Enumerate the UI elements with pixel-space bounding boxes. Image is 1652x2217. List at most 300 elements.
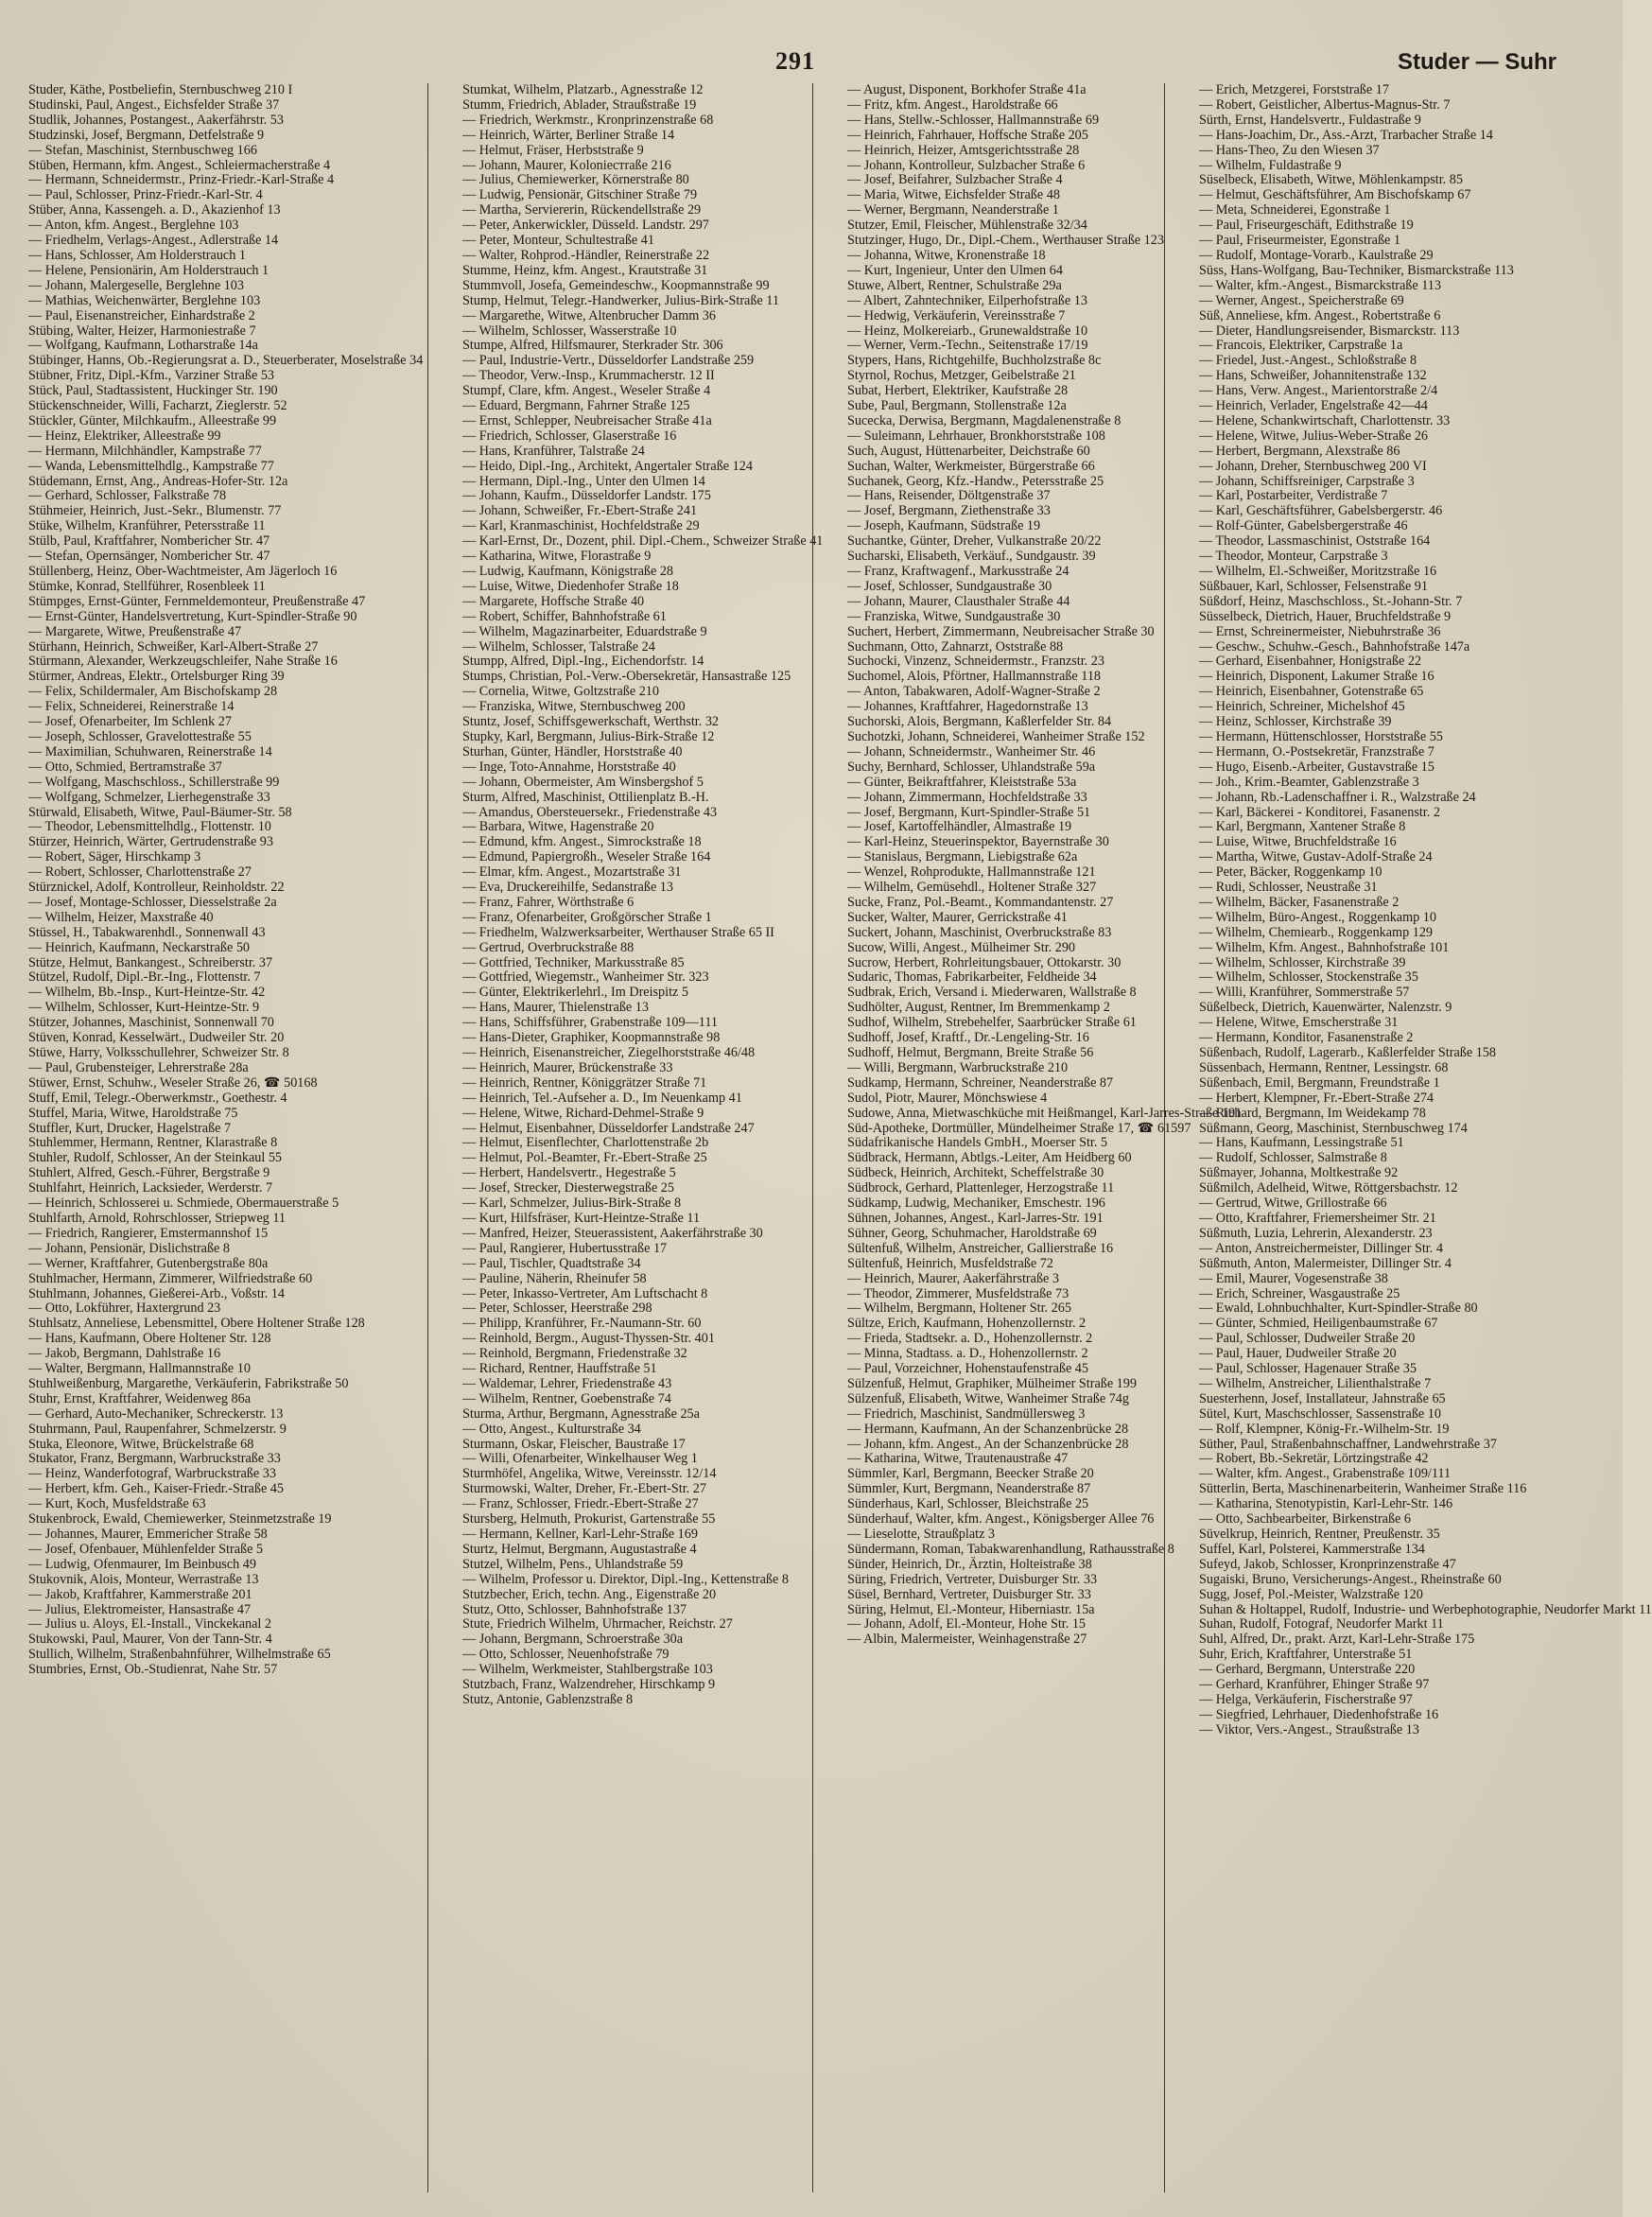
directory-entry: — Friedel, Just.-Angest., Schloßstraße 8	[1199, 353, 1417, 369]
directory-entry: — Frieda, Stadtsekr. a. D., Hohenzollernstr. 2	[847, 1331, 1093, 1347]
directory-entry: — Hedwig, Verkäuferin, Vereinsstraße 7	[847, 307, 1066, 323]
directory-entry: — Katharina, Witwe, Florastraße 9	[462, 549, 652, 565]
directory-entry: — Herbert, Klempner, Fr.-Ebert-Straße 274	[1199, 1090, 1435, 1106]
directory-entry: Sufeyd, Jakob, Schlosser, Kronprinzenstraße 47	[1199, 1556, 1456, 1572]
directory-entry: Stuffler, Kurt, Drucker, Hagelstraße 7	[28, 1120, 232, 1136]
directory-entry: — Herbert, Handelsvertr., Hegestraße 5	[462, 1165, 676, 1181]
directory-entry: — Anton, kfm. Angest., Berglehne 103	[28, 218, 239, 234]
directory-entry: — Helmut, Eisenbahner, Düsseldorfer Landstraße 247	[462, 1120, 755, 1136]
directory-entry: Sudhof, Wilhelm, Strebehelfer, Saarbrücker Straße 61	[847, 1015, 1137, 1031]
directory-entry: Stuhlweißenburg, Margarethe, Verkäuferin, Fabrikstraße 50	[28, 1375, 349, 1391]
directory-entry: Stümke, Konrad, Stellführer, Rosenbleek 11	[28, 578, 266, 594]
directory-entry: — Karl-Heinz, Steuerinspektor, Bayernstraße 30	[847, 834, 1109, 850]
directory-entry: Sürth, Ernst, Handelsvertr., Fuldastraße 9	[1199, 112, 1421, 128]
directory-entry: — Wilhelm, Bergmann, Holtener Str. 265	[847, 1301, 1071, 1317]
directory-entry: Süvelkrup, Heinrich, Rentner, Preußenstr. 35	[1199, 1527, 1440, 1542]
directory-entry: — Ludwig, Kaufmann, Königstraße 28	[462, 564, 674, 579]
directory-entry: Stuwe, Albert, Rentner, Schulstraße 29a	[847, 277, 1062, 293]
directory-entry: Suchantke, Günter, Dreher, Vulkanstraße 20/22	[847, 533, 1102, 550]
directory-entry: — Willi, Bergmann, Warbruckstraße 210	[847, 1059, 1069, 1075]
directory-entry: — Heido, Dipl.-Ing., Architekt, Angertaler Straße 124	[462, 458, 753, 474]
directory-entry: — Paul, Vorzeichner, Hohenstaufenstraße 45	[847, 1361, 1088, 1377]
directory-entry: Süd-Apotheke, Dortmüller, Mündelheimer Straße 17, ☎ 61597	[847, 1120, 1191, 1136]
directory-entry: Südafrikanische Handels GmbH., Moerser Str. 5	[847, 1135, 1108, 1151]
directory-entry: — Robert, Schiffer, Bahnhofstraße 61	[462, 608, 667, 624]
directory-entry: — Manfred, Heizer, Steuerassistent, Aakerfährstraße 30	[462, 1225, 763, 1241]
directory-entry: — Eva, Druckereihilfe, Sedanstraße 13	[462, 880, 673, 896]
directory-entry: Subat, Herbert, Elektriker, Kaufstraße 28	[847, 383, 1069, 399]
directory-entry: Stüwer, Ernst, Schuhw., Weseler Straße 26, ☎ 50168	[28, 1074, 318, 1091]
directory-entry: Sube, Paul, Bergmann, Stollenstraße 12a	[847, 398, 1067, 414]
directory-entry: — Edmund, kfm. Angest., Simrockstraße 18	[462, 834, 702, 850]
directory-entry: — Johann, Pensionär, Dislichstraße 8	[28, 1240, 230, 1256]
directory-entry: — Viktor, Vers.-Angest., Straußstraße 13	[1199, 1721, 1419, 1737]
directory-entry: Stuntz, Josef, Schiffsgewerkschaft, Werthstr. 32	[462, 714, 720, 730]
directory-entry: — Johannes, Kraftfahrer, Hagedornstraße 13	[847, 699, 1088, 715]
directory-entry: — Robert, Geistlicher, Albertus-Magnus-Str. 7	[1199, 96, 1451, 113]
directory-entry: — Helene, Pensionärin, Am Holderstrauch 1	[28, 262, 270, 278]
directory-entry: — Kurt, Koch, Musfeldstraße 63	[28, 1496, 206, 1512]
directory-entry: Stuhlert, Alfred, Gesch.-Führer, Bergstraße 9	[28, 1165, 270, 1181]
directory-entry: — Joh., Krim.-Beamter, Gablenzstraße 3	[1199, 774, 1419, 790]
directory-entry: — Günter, Elektrikerlehrl., Im Dreispitz 5	[462, 985, 688, 1001]
directory-entry: Studinski, Paul, Angest., Eichsfelder Straße 37	[28, 96, 280, 113]
directory-entry: — Inge, Toto-Annahme, Horststraße 40	[462, 759, 676, 775]
directory-entry: Stülb, Paul, Kraftfahrer, Nombericher Str. 47	[28, 533, 270, 550]
directory-entry: — Karl, Bergmann, Xantener Straße 8	[1199, 819, 1406, 835]
directory-entry: Stutzinger, Hugo, Dr., Dipl.-Chem., Werthauser Straße 123	[847, 233, 1164, 249]
directory-entry: Stuka, Eleonore, Witwe, Brückelstraße 68	[28, 1436, 254, 1452]
directory-entry: — Wilhelm, Fuldastraße 9	[1199, 157, 1342, 173]
directory-entry: — Rolf, Klempner, König-Fr.-Wilhelm-Str. 19	[1199, 1421, 1450, 1437]
directory-entry: — Paul, Schlosser, Hagenauer Straße 35	[1199, 1361, 1417, 1377]
directory-entry: Suckert, Johann, Maschinist, Overbruckstraße 83	[847, 924, 1112, 940]
directory-entry: Stürzer, Heinrich, Wärter, Gertrudenstraße 93	[28, 834, 273, 850]
directory-entry: — Mathias, Weichenwärter, Berglehne 103	[28, 292, 261, 308]
directory-entry: Süßdorf, Heinz, Maschschloss., St.-Johann-Str. 7	[1199, 593, 1463, 609]
directory-entry: — Katharina, Witwe, Trautenaustraße 47	[847, 1451, 1069, 1467]
directory-entry: — Franz, Kraftwagenf., Markusstraße 24	[847, 564, 1069, 579]
directory-entry: Sturma, Arthur, Bergmann, Agnesstraße 25a	[462, 1405, 700, 1422]
directory-entry: — Johann, Rb.-Ladenschaffner i. R., Walzstraße 24	[1199, 789, 1476, 805]
directory-entry: Sucke, Franz, Pol.-Beamt., Kommandantenstr. 27	[847, 894, 1114, 910]
directory-entry: Stuhr, Ernst, Kraftfahrer, Weidenweg 86a	[28, 1390, 252, 1406]
directory-entry: — Luise, Witwe, Bruchfeldstraße 16	[1199, 834, 1397, 850]
directory-entry: — Eduard, Bergmann, Fahrner Straße 125	[462, 398, 690, 414]
directory-entry: Stürhann, Heinrich, Schweißer, Karl-Albert-Straße 27	[28, 638, 319, 655]
directory-entry: Sümmler, Kurt, Bergmann, Neanderstraße 87	[847, 1481, 1091, 1497]
directory-entry: — Heinrich, Maurer, Brückenstraße 33	[462, 1059, 673, 1075]
directory-entry: — Franz, Ofenarbeiter, Großgörscher Straße 1	[462, 909, 712, 925]
directory-entry: — Johann, Obermeister, Am Winsbergshof 5	[462, 774, 704, 790]
directory-entry: — Walter, Bergmann, Hallmannstraße 10	[28, 1361, 251, 1377]
directory-entry: Sühnen, Johannes, Angest., Karl-Jarres-Str. 191	[847, 1210, 1104, 1226]
directory-entry: — Hans-Dieter, Graphiker, Koopmannstraße 98	[462, 1030, 721, 1046]
directory-entry: — Heinrich, Schreiner, Michelshof 45	[1199, 699, 1405, 715]
directory-entry: Suesterhenn, Josef, Installateur, Jahnstraße 65	[1199, 1390, 1446, 1406]
directory-entry: — Otto, Sachbearbeiter, Birkenstraße 6	[1199, 1511, 1411, 1527]
directory-entry: — Joseph, Schlosser, Gravelottestraße 55	[28, 728, 252, 744]
directory-entry: Suchmann, Otto, Zahnarzt, Oststraße 88	[847, 638, 1064, 655]
directory-entry: — Paul, Grubensteiger, Lehrerstraße 28a	[28, 1059, 249, 1075]
directory-entry: — Paul, Industrie-Vertr., Düsseldorfer Landstraße 259	[462, 353, 755, 369]
directory-entry: — Heinrich, Wärter, Berliner Straße 14	[462, 127, 675, 143]
directory-entry: Süss, Hans-Wolfgang, Bau-Techniker, Bismarckstraße 113	[1199, 262, 1514, 278]
directory-entry: Stürmer, Andreas, Elektr., Ortelsburger Ring 39	[28, 669, 285, 685]
directory-entry: Süßenbach, Emil, Bergmann, Freundstraße 1	[1199, 1074, 1440, 1091]
directory-entry: — Josef, Strecker, Diesterwegstraße 25	[462, 1180, 674, 1196]
directory-entry: Sturmhöfel, Angelika, Witwe, Vereinsstr. 12/14	[462, 1466, 717, 1482]
directory-entry: Süßmilch, Adelheid, Witwe, Röttgersbachstr. 12	[1199, 1180, 1458, 1196]
directory-entry: — Paul, Friseurmeister, Egonstraße 1	[1199, 233, 1400, 249]
directory-entry: Stutzbecher, Erich, techn. Ang., Eigenstraße 20	[462, 1586, 717, 1602]
directory-entry: — Josef, Ofenbauer, Mühlenfelder Straße 5	[28, 1541, 264, 1557]
directory-entry: Stumbries, Ernst, Ob.-Studienrat, Nahe Str. 57	[28, 1662, 278, 1678]
directory-entry: — Felix, Schildermaler, Am Bischofskamp 28	[28, 684, 278, 700]
directory-entry: Stumkat, Wilhelm, Platzarb., Agnesstraße 12	[462, 82, 704, 97]
directory-entry: Stühmeier, Heinrich, Just.-Sekr., Blumenstr. 77	[28, 503, 282, 519]
directory-entry: — Josef, Bergmann, Kurt-Spindler-Straße 51	[847, 804, 1091, 820]
directory-entry: — Wilhelm, Büro-Angest., Roggenkamp 10	[1199, 909, 1436, 925]
directory-entry: — Paul, Schlosser, Prinz-Friedr.-Karl-Str. 4	[28, 187, 263, 203]
directory-entry: Sündermann, Roman, Tabakwarenhandlung, Rathausstraße 8	[847, 1541, 1174, 1557]
directory-entry: — Albin, Malermeister, Weinhagenstraße 27	[847, 1632, 1087, 1648]
directory-entry: — Otto, Lokführer, Haxtergrund 23	[28, 1301, 221, 1317]
directory-entry: — Johanna, Witwe, Kronenstraße 18	[847, 247, 1046, 263]
directory-entry: — Heinrich, Tel.-Aufseher a. D., Im Neuenkamp 41	[462, 1090, 742, 1106]
directory-entry: — Werner, Bergmann, Neanderstraße 1	[847, 202, 1059, 218]
directory-entry: Stübinger, Hanns, Ob.-Regierungsrat a. D., Steuerberater, Moselstraße 34	[28, 353, 424, 369]
directory-entry: Studlik, Johannes, Postangest., Aakerfährstr. 53	[28, 112, 284, 128]
directory-entry: Stuhlmann, Johannes, Gießerei-Arb., Voßstr. 14	[28, 1285, 285, 1301]
directory-entry: — Karl, Schmelzer, Julius-Birk-Straße 8	[462, 1196, 682, 1212]
directory-entry: — Stefan, Maschinist, Sternbuschweg 166	[28, 142, 257, 158]
directory-entry: Suhan & Holtappel, Rudolf, Industrie- und Werbephotographie, Neudorfer Markt 11	[1199, 1601, 1652, 1617]
directory-entry: Sugg, Josef, Pol.-Meister, Walzstraße 120	[1199, 1586, 1423, 1602]
directory-entry: Sülzenfuß, Elisabeth, Witwe, Wanheimer Straße 74g	[847, 1390, 1129, 1406]
directory-entry: — Peter, Schlosser, Heerstraße 298	[462, 1301, 652, 1317]
directory-entry: — Wilhelm, Rentner, Goebenstraße 74	[462, 1390, 671, 1406]
directory-entry: — Hans, Verw. Angest., Marientorstraße 2/4	[1199, 383, 1438, 399]
directory-column-3	[847, 82, 1243, 1648]
directory-entry: — Paul, Schlosser, Dudweiler Straße 20	[1199, 1331, 1416, 1347]
directory-entry: Sühner, Georg, Schuhmacher, Haroldstraße 69	[847, 1225, 1097, 1241]
directory-entry: — Friedrich, Maschinist, Sandmüllersweg 3	[847, 1405, 1086, 1422]
directory-entry: — Hans, Schweißer, Johannitenstraße 132	[1199, 368, 1427, 384]
directory-entry: — Johann, Schweißer, Fr.-Ebert-Straße 241	[462, 503, 698, 519]
directory-entry: — Wilhelm, Bb.-Insp., Kurt-Heintze-Str. 42	[28, 985, 266, 1001]
directory-entry: Styrnol, Rochus, Metzger, Geibelstraße 21	[847, 368, 1076, 384]
directory-entry: — Francois, Elektriker, Carpstraße 1a	[1199, 338, 1403, 354]
directory-entry: — Wilhelm, Heizer, Maxstraße 40	[28, 909, 214, 925]
directory-entry: — Felix, Schneiderei, Reinerstraße 14	[28, 699, 235, 715]
directory-entry: — Johann, Maurer, Kolonieстraße 216	[462, 157, 671, 173]
directory-entry: — Siegfried, Lehrhauer, Diedenhofstraße 16	[1199, 1706, 1439, 1722]
directory-entry: — Helene, Schankwirtschaft, Charlottenstr. 33	[1199, 412, 1451, 428]
directory-entry: Stuhler, Rudolf, Schlosser, An der Steinkaul 55	[28, 1150, 283, 1166]
directory-entry: Südbrack, Hermann, Abtlgs.-Leiter, Am Heidberg 60	[847, 1150, 1132, 1166]
directory-entry: — Fritz, kfm. Angest., Haroldstraße 66	[847, 96, 1058, 113]
directory-entry: — Amandus, Obersteuersekr., Friedenstraße 43	[462, 804, 718, 820]
directory-entry: Stütze, Helmut, Bankangest., Schreiberstr. 37	[28, 954, 273, 970]
directory-entry: — Hans, Kaufmann, Lessingstraße 51	[1199, 1135, 1404, 1151]
directory-entry: — Meta, Schneiderei, Egonstraße 1	[1199, 202, 1391, 218]
directory-entry: — Kurt, Ingenieur, Unter den Ulmen 64	[847, 262, 1063, 278]
directory-entry: Sucharski, Elisabeth, Verkäuf., Sundgaustr. 39	[847, 549, 1096, 565]
directory-entry: Stübing, Walter, Heizer, Harmoniestraße 7	[28, 323, 256, 339]
directory-entry: — Julius, Chemiewerker, Körnerstraße 80	[462, 172, 689, 188]
directory-entry: — Cornelia, Witwe, Goltzstraße 210	[462, 684, 659, 700]
directory-entry: Stump, Helmut, Telegr.-Handwerker, Julius-Birk-Straße 11	[462, 292, 779, 308]
directory-entry: — Pauline, Näherin, Rheinufer 58	[462, 1270, 647, 1286]
directory-entry: — Suleimann, Lehrhauer, Bronkhorststraße 108	[847, 428, 1105, 444]
directory-entry: Süselbeck, Elisabeth, Witwe, Möhlenkampstr. 85	[1199, 172, 1463, 188]
directory-entry: — Wilhelm, Magazinarbeiter, Eduardstraße 9	[462, 623, 707, 639]
directory-entry: — Wilhelm, Schlosser, Stockenstraße 35	[1199, 969, 1418, 986]
directory-entry: Süßmuth, Anton, Malermeister, Dillinger Str. 4	[1199, 1255, 1452, 1271]
directory-entry: Stumpe, Alfred, Hilfsmaurer, Sterkrader Str. 306	[462, 338, 723, 354]
directory-entry: Stutzel, Wilhelm, Pens., Uhlandstraße 59	[462, 1556, 684, 1572]
directory-entry: Suchomel, Alois, Pförtner, Hallmannstraße 118	[847, 669, 1102, 685]
directory-entry: — Walter, kfm. Angest., Grabenstraße 109/111	[1199, 1466, 1452, 1482]
directory-entry: — Heinz, Molkereiarb., Grunewaldstraße 10	[847, 323, 1088, 339]
directory-entry: — Karl, Bäckerei - Konditorei, Fasanenstr. 2	[1199, 804, 1440, 820]
directory-entry: — Ernst, Schlepper, Neubreisacher Straße 41a	[462, 412, 712, 428]
directory-entry: Südbeck, Heinrich, Architekt, Scheffelstraße 30	[847, 1165, 1104, 1181]
directory-entry: Stuhrmann, Paul, Raupenfahrer, Schmelzerstr. 9	[28, 1421, 287, 1437]
directory-entry: Suhr, Erich, Kraftfahrer, Unterstraße 51	[1199, 1647, 1413, 1663]
directory-entry: — Julius, Elektromeister, Hansastraße 47	[28, 1601, 252, 1617]
directory-entry: — Hugo, Eisenb.-Arbeiter, Gustavstraße 15	[1199, 759, 1435, 775]
directory-entry: — Karl, Postarbeiter, Verdistraße 7	[1199, 488, 1388, 504]
directory-entry: — Paul, Eisenanstreicher, Einhardstraße 2	[28, 307, 255, 323]
directory-entry: — Helene, Witwe, Richard-Dehmel-Straße 9	[462, 1105, 704, 1121]
directory-entry: Stüven, Konrad, Kesselwärt., Dudweiler Str. 20	[28, 1030, 285, 1046]
directory-entry: Süßenbach, Rudolf, Lagerarb., Kaßlerfelder Straße 158	[1199, 1045, 1496, 1060]
directory-entry: Süsselbeck, Dietrich, Hauer, Bruchfeldstraße 9	[1199, 608, 1452, 624]
directory-entry: Sütterlin, Berta, Maschinenarbeiterin, Wanheimer Straße 116	[1199, 1481, 1527, 1497]
directory-entry: — Gertrud, Overbruckstraße 88	[462, 939, 635, 955]
directory-entry: Sucrow, Herbert, Rohrleitungsbauer, Ottokarstr. 30	[847, 954, 1122, 970]
directory-entry: — Franziska, Witwe, Sundgaustraße 30	[847, 608, 1061, 624]
directory-entry: — Martha, Serviererin, Rückendellstraße 29	[462, 202, 702, 218]
directory-entry: — Johann, Bergmann, Schroerstraße 30a	[462, 1632, 683, 1648]
directory-entry: — Wenzel, Rohprodukte, Hallmannstraße 121	[847, 864, 1096, 881]
directory-entry: — Heinrich, Eisenanstreicher, Ziegelhorststraße 46/48	[462, 1045, 756, 1060]
directory-entry: Süssenbach, Hermann, Rentner, Lessingstr. 68	[1199, 1059, 1449, 1075]
directory-entry: — Josef, Montage-Schlosser, Diesselstraße 2a	[28, 894, 277, 910]
directory-entry: — Walter, kfm.-Angest., Bismarckstraße 113	[1199, 277, 1441, 293]
directory-entry: — Margarethe, Witwe, Altenbrucher Damm 36	[462, 307, 716, 323]
directory-entry: — Barbara, Witwe, Hagenstraße 20	[462, 819, 654, 835]
directory-entry: — Peter, Inkasso-Vertreter, Am Luftschacht 8	[462, 1285, 708, 1301]
directory-entry: Stumpp, Alfred, Dipl.-Ing., Eichendorfstr. 14	[462, 654, 704, 670]
directory-entry: — Theodor, Monteur, Carpstraße 3	[1199, 549, 1388, 565]
directory-entry: — Karl, Kranmaschinist, Hochfeldstraße 29	[462, 518, 700, 534]
directory-entry: Stuffel, Maria, Witwe, Haroldstraße 75	[28, 1105, 238, 1121]
directory-entry: Stützer, Johannes, Maschinist, Sonnenwall 70	[28, 1015, 274, 1031]
directory-entry: Stückenschneider, Willi, Facharzt, Zieglerstr. 52	[28, 398, 287, 414]
directory-entry: Sturmowski, Walter, Dreher, Fr.-Ebert-Str. 27	[462, 1481, 706, 1497]
directory-entry: Stuhlsatz, Anneliese, Lebensmittel, Obere Holtener Straße 128	[28, 1316, 365, 1332]
directory-entry: Stumps, Christian, Pol.-Verw.-Obersekretär, Hansastraße 125	[462, 669, 791, 685]
directory-entry: Süßmayer, Johanna, Moltkestraße 92	[1199, 1165, 1399, 1181]
directory-entry: Suchert, Herbert, Zimmermann, Neubreisacher Straße 30	[847, 623, 1155, 639]
directory-entry: — Stefan, Opernsänger, Nombericher Str. 47	[28, 549, 270, 565]
directory-entry: — Luise, Witwe, Diedenhofer Straße 18	[462, 578, 679, 594]
directory-entry: Suchan, Walter, Werkmeister, Bürgerstraße 66	[847, 458, 1095, 474]
directory-entry: — Wilhelm, Schlosser, Talstraße 24	[462, 638, 655, 655]
directory-entry: — Hermann, Kellner, Karl-Lehr-Straße 169	[462, 1527, 698, 1542]
directory-entry: Sudbrak, Erich, Versand i. Miederwaren, Wallstraße 8	[847, 985, 1137, 1001]
directory-entry: — Johann, Schneidermstr., Wanheimer Str. 46	[847, 743, 1096, 759]
directory-entry: Suffel, Karl, Polsterei, Kammerstraße 134	[1199, 1541, 1425, 1557]
directory-entry: Suhl, Alfred, Dr., prakt. Arzt, Karl-Lehr-Straße 175	[1199, 1632, 1475, 1648]
directory-entry: — Gerhard, Eisenbahner, Honigstraße 22	[1199, 654, 1422, 670]
directory-entry: — Werner, Verm.-Techn., Seitenstraße 17/19	[847, 338, 1088, 354]
directory-entry: Suchanek, Georg, Kfz.-Handw., Petersstraße 25	[847, 473, 1104, 489]
directory-entry: Süßelbeck, Dietrich, Kauenwärter, Nalenzstr. 9	[1199, 1000, 1452, 1016]
directory-entry: Süring, Friedrich, Vertreter, Duisburger Str. 33	[847, 1571, 1098, 1587]
directory-entry: — Edmund, Papiergroßh., Weseler Straße 164	[462, 849, 711, 865]
directory-entry: — Helmut, Eisenflechter, Charlottenstraße 2b	[462, 1135, 709, 1151]
directory-entry: — Otto, Schlosser, Neuenhofstraße 79	[462, 1647, 669, 1663]
directory-entry: Suchy, Bernhard, Schlosser, Uhlandstraße 59a	[847, 759, 1096, 775]
directory-entry: — Friedrich, Schlosser, Glaserstraße 16	[462, 428, 677, 444]
directory-entry: Südbrock, Gerhard, Plattenleger, Herzogstraße 11	[847, 1180, 1115, 1196]
directory-entry: Stutz, Antonie, Gablenzstraße 8	[462, 1691, 634, 1707]
directory-entry: Stüwe, Harry, Volksschullehrer, Schweizer Str. 8	[28, 1045, 289, 1060]
directory-entry: — Gerhard, Auto-Mechaniker, Schreckerstr. 13	[28, 1405, 284, 1422]
directory-entry: — Theodor, Zimmerer, Musfeldstraße 73	[847, 1285, 1069, 1301]
directory-entry: — Rudi, Schlosser, Neustraße 31	[1199, 880, 1378, 896]
directory-entry: — Johann, Kaufm., Düsseldorfer Landstr. 175	[462, 488, 711, 504]
directory-entry: Stümpges, Ernst-Günter, Fernmeldemonteur, Preußenstraße 47	[28, 593, 366, 609]
directory-entry: — Katharina, Stenotypistin, Karl-Lehr-Str. 146	[1199, 1496, 1453, 1512]
directory-entry: — Wanda, Lebensmittelhdlg., Kampstraße 77	[28, 458, 274, 474]
directory-entry: — Josef, Ofenarbeiter, Im Schlenk 27	[28, 714, 232, 730]
directory-entry: — Willi, Ofenarbeiter, Winkelhauser Weg 1	[462, 1451, 698, 1467]
directory-entry: — Peter, Bäcker, Roggenkamp 10	[1199, 864, 1382, 881]
directory-entry: — Helmut, Fräser, Herbststraße 9	[462, 142, 644, 158]
directory-entry: Sültze, Erich, Kaufmann, Hohenzollernstr. 2	[847, 1316, 1087, 1332]
directory-entry: — Johann, Kontrolleur, Sulzbacher Straße 6	[847, 157, 1086, 173]
directory-entry: — Herbert, Bergmann, Alexstraße 86	[1199, 443, 1400, 459]
directory-entry: Stüdemann, Ernst, Ang., Andreas-Hofer-Str. 12a	[28, 473, 288, 489]
directory-entry: — Theodor, Lassmaschinist, Oststraße 164	[1199, 533, 1431, 550]
directory-entry: — Franz, Schlosser, Friedr.-Ebert-Straße 27	[462, 1496, 699, 1512]
directory-entry: Studer, Käthe, Postbeliefin, Sternbuschweg 210 I	[28, 82, 293, 97]
directory-entry: — Hans-Theo, Zu den Wiesen 37	[1199, 142, 1380, 158]
directory-entry: — Paul, Hauer, Dudweiler Straße 20	[1199, 1346, 1397, 1362]
directory-entry: — Maximilian, Schuhwaren, Reinerstraße 14	[28, 743, 272, 759]
directory-entry: — Gottfried, Techniker, Markusstraße 85	[462, 954, 685, 970]
directory-entry: — Friedrich, Werkmstr., Kronprinzenstraße 68	[462, 112, 714, 128]
directory-entry: — Richard, Bergmann, Im Weidekamp 78	[1199, 1105, 1426, 1121]
directory-entry: Sütel, Kurt, Maschschlosser, Sassenstraße 10	[1199, 1405, 1441, 1422]
directory-entry: — Ludwig, Ofenmaurer, Im Beinbusch 49	[28, 1556, 256, 1572]
directory-entry: Studzinski, Josef, Bergmann, Detfelstraße 9	[28, 127, 265, 143]
directory-entry: Sünder, Heinrich, Dr., Ärztin, Holteistraße 38	[847, 1556, 1092, 1572]
directory-entry: — Hermann, Konditor, Fasanenstraße 2	[1199, 1030, 1414, 1046]
directory-entry: — Johann, kfm. Angest., An der Schanzenbrücke 28	[847, 1436, 1129, 1452]
directory-entry: — Dieter, Handlungsreisender, Bismarckstr. 113	[1199, 323, 1460, 339]
directory-entry: Stuhlmacher, Hermann, Zimmerer, Wilfriedstraße 60	[28, 1270, 313, 1286]
directory-entry: Stüben, Hermann, kfm. Angest., Schleiermacherstraße 4	[28, 157, 331, 173]
directory-entry: — Helga, Verkäuferin, Fischerstraße 97	[1199, 1691, 1413, 1707]
directory-entry: — Jakob, Bergmann, Dahlstraße 16	[28, 1346, 221, 1362]
directory-entry: — Ludwig, Pensionär, Gitschiner Straße 79	[462, 187, 698, 203]
directory-entry: — August, Disponent, Borkhofer Straße 41a	[847, 82, 1087, 97]
directory-entry: — Willi, Kranführer, Sommerstraße 57	[1199, 985, 1410, 1001]
directory-entry: — Peter, Ankerwickler, Düsseld. Landstr. 297	[462, 218, 709, 234]
directory-entry: — Werner, Angest., Speicherstraße 69	[1199, 292, 1404, 308]
directory-entry: — Hermann, Hüttenschlosser, Horststraße 55	[1199, 728, 1443, 744]
directory-entry: — Gerhard, Schlosser, Falkstraße 78	[28, 488, 227, 504]
directory-entry: Sturmann, Oskar, Fleischer, Baustraße 17	[462, 1436, 686, 1452]
directory-entry: — Josef, Bergmann, Ziethenstraße 33	[847, 503, 1051, 519]
directory-entry: — Ewald, Lohnbuchhalter, Kurt-Spindler-Straße 80	[1199, 1301, 1478, 1317]
directory-entry: — Josef, Schlosser, Sundgaustraße 30	[847, 578, 1052, 594]
directory-entry: Stuhlfarth, Arnold, Rohrschlosser, Striepweg 11	[28, 1210, 286, 1226]
directory-entry: — Hermann, Milchhändler, Kampstraße 77	[28, 443, 262, 459]
directory-entry: Stummvoll, Josefa, Gemeindeschw., Koopmannstraße 99	[462, 277, 770, 293]
directory-entry: Süßmuth, Luzia, Lehrerin, Alexanderstr. 23	[1199, 1225, 1433, 1241]
directory-entry: Sturm, Alfred, Maschinist, Ottilienplatz B.-H.	[462, 789, 709, 805]
directory-entry: — Paul, Tischler, Quadtstraße 34	[462, 1255, 641, 1271]
directory-entry: — Otto, Schmied, Bertramstraße 37	[28, 759, 222, 775]
page-number: 291	[775, 47, 815, 75]
directory-entry: — Wilhelm, Chemiearb., Roggenkamp 129	[1199, 924, 1434, 940]
directory-entry: — Johann, Schiffsreiniger, Carpstraße 3	[1199, 473, 1415, 489]
directory-entry: — Otto, Angest., Kulturstraße 34	[462, 1421, 641, 1437]
directory-entry: — Wolfgang, Kaufmann, Lotharstraße 14a	[28, 338, 258, 354]
directory-entry: — Erich, Schreiner, Wasgaustraße 25	[1199, 1285, 1400, 1301]
directory-entry: — Wolfgang, Maschschloss., Schillerstraße 99	[28, 774, 280, 790]
directory-entry: Stückler, Günter, Milchkaufm., Alleestraße 99	[28, 412, 277, 428]
directory-entry: — Rudolf, Montage-Vorarb., Kaulstraße 29	[1199, 247, 1434, 263]
directory-entry: — Walter, Rohprod.-Händler, Reinerstraße 22	[462, 247, 710, 263]
directory-entry: — Johann, Dreher, Sternbuschweg 200 VI	[1199, 458, 1427, 474]
directory-entry: — Geschw., Schuhw.-Gesch., Bahnhofstraße 147a	[1199, 638, 1470, 655]
directory-entry: — Hans, Reisender, Döltgenstraße 37	[847, 488, 1051, 504]
directory-entry: Sugaiski, Bruno, Versicherungs-Angest., Rheinstraße 60	[1199, 1571, 1502, 1587]
directory-entry: — Anton, Anstreichermeister, Dillinger Str. 4	[1199, 1240, 1443, 1256]
directory-entry: — Wilhelm, Schlosser, Wasserstraße 10	[462, 323, 677, 339]
directory-entry: — Johann, Zimmermann, Hochfeldstraße 33	[847, 789, 1087, 805]
directory-entry: Sudowe, Anna, Mietwaschküche mit Heißmangel, Karl-Jarres-Straße 191	[847, 1105, 1243, 1121]
directory-entry: — Heinrich, Kaufmann, Neckarstraße 50	[28, 939, 251, 955]
directory-entry: — Reinhold, Bergmann, Friedenstraße 32	[462, 1346, 687, 1362]
directory-entry: Suchocki, Vinzenz, Schneidermstr., Franzstr. 23	[847, 654, 1104, 670]
directory-entry: Stürmann, Alexander, Werkzeugschleifer, Nahe Straße 16	[28, 654, 338, 670]
directory-entry: Sümmler, Karl, Bergmann, Beecker Straße 20	[847, 1466, 1094, 1482]
directory-entry: — Hans, Schlosser, Am Holderstrauch 1	[28, 247, 246, 263]
directory-entry: — Werner, Kraftfahrer, Gutenbergstraße 80a	[28, 1255, 269, 1271]
directory-entry: — Karl, Geschäftsführer, Gabelsbergerstr. 46	[1199, 503, 1443, 519]
directory-entry: — Hans-Joachim, Dr., Ass.-Arzt, Trarbacher Straße 14	[1199, 127, 1493, 143]
directory-entry: Sturtz, Helmut, Bergmann, Augustastraße 4	[462, 1541, 697, 1557]
directory-entry: — Wilhelm, Gemüsehdl., Holtener Straße 327	[847, 880, 1097, 896]
directory-entry: Stutz, Otto, Schlosser, Bahnhofstraße 137	[462, 1601, 687, 1617]
directory-entry: — Heinz, Elektriker, Alleestraße 99	[28, 428, 221, 444]
directory-entry: Stürznickel, Adolf, Kontrolleur, Reinholdstr. 22	[28, 880, 285, 896]
directory-entry: Suhan, Rudolf, Fotograf, Neudorfer Markt 11	[1199, 1616, 1444, 1632]
directory-entry: — Franziska, Witwe, Sternbuschweg 200	[462, 699, 686, 715]
directory-entry: — Ernst-Günter, Handelsvertretung, Kurt-Spindler-Straße 90	[28, 608, 357, 624]
directory-entry: — Hermann, O.-Postsekretär, Franzstraße 7	[1199, 743, 1435, 759]
directory-entry: — Otto, Kraftfahrer, Friemersheimer Str. 21	[1199, 1210, 1436, 1226]
